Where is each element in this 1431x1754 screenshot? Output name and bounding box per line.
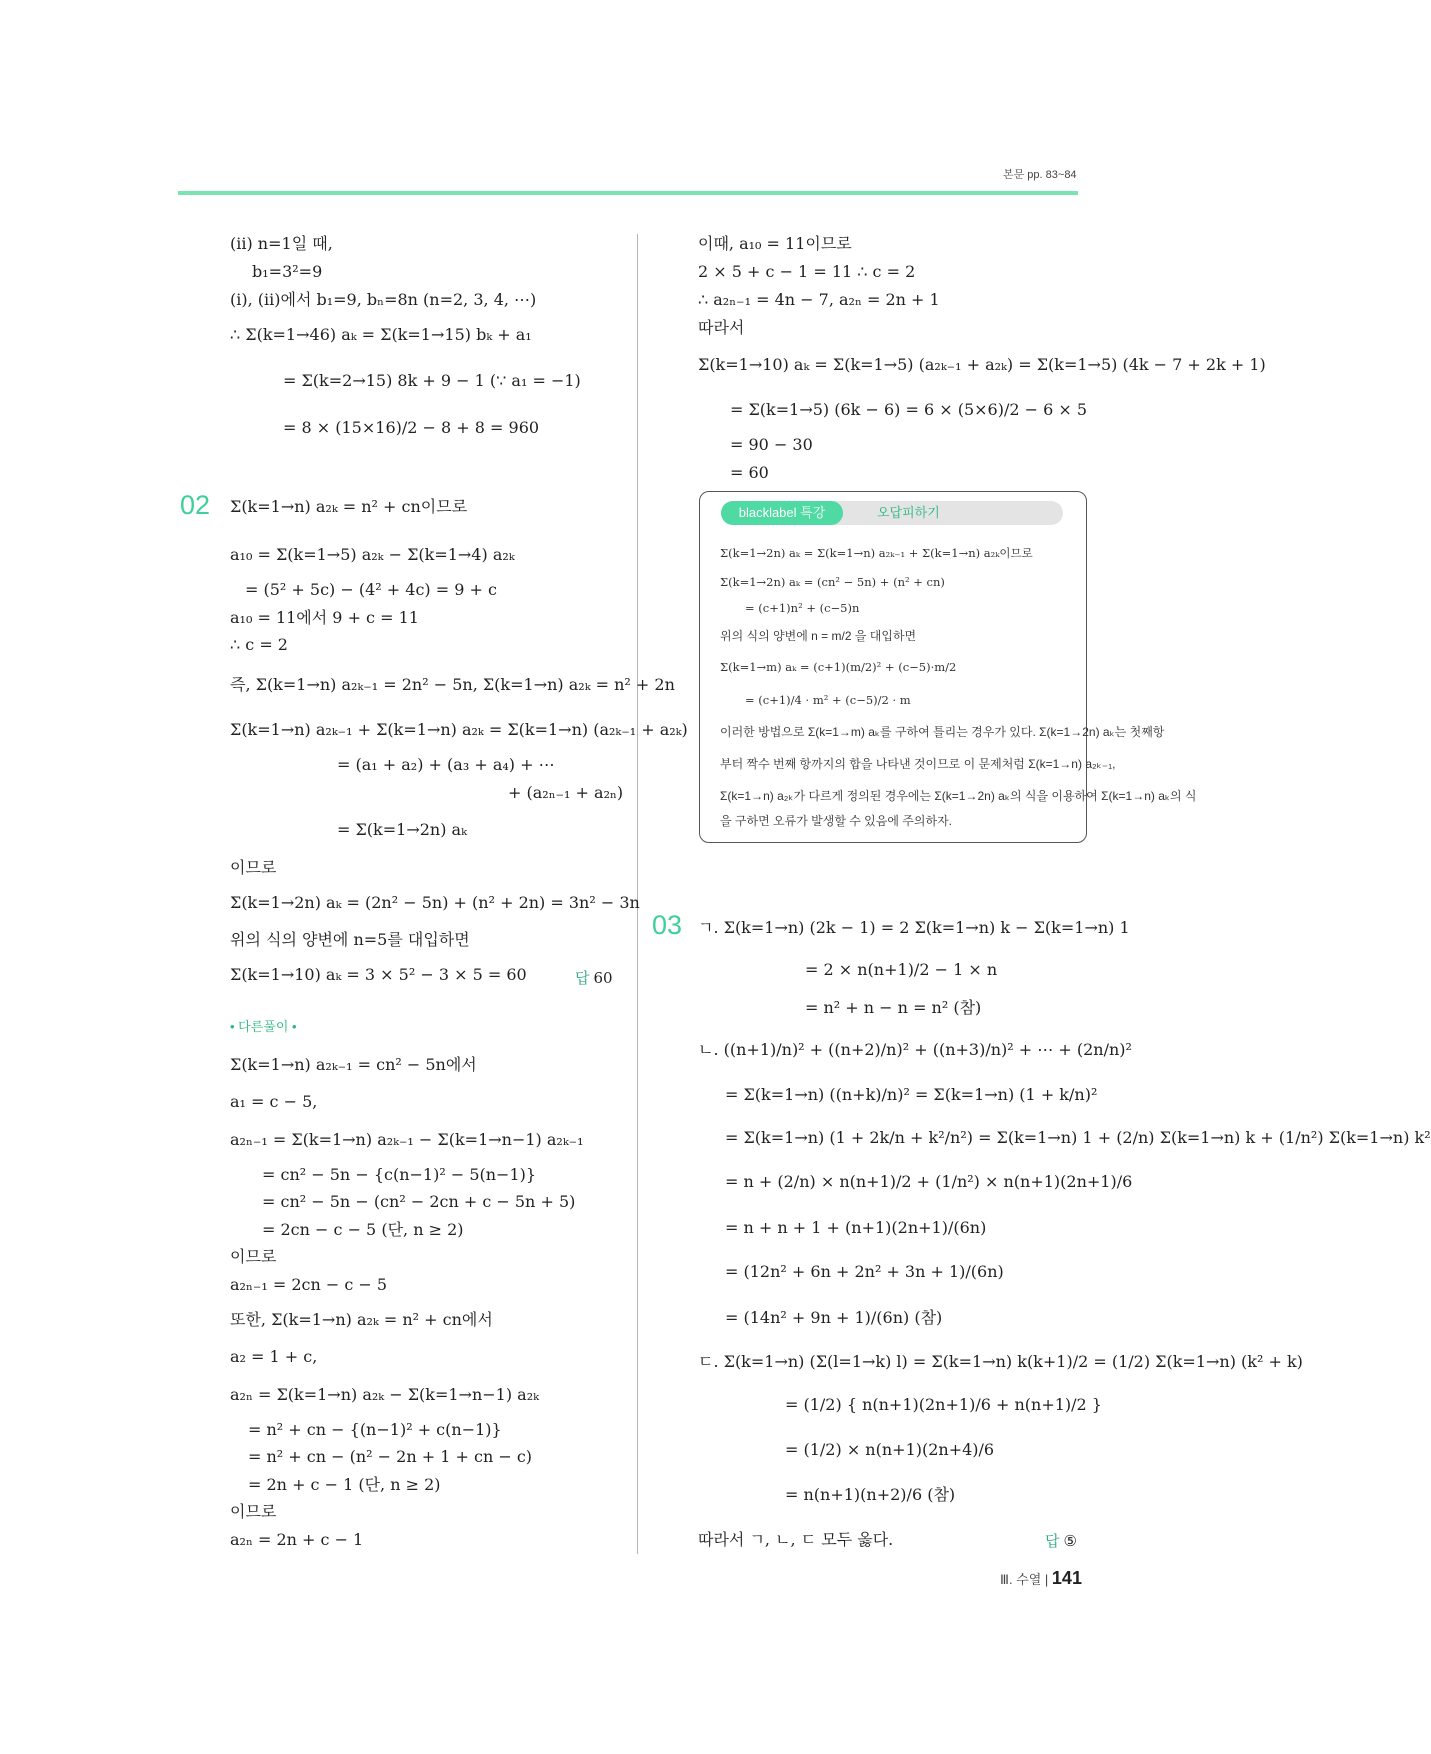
text-line: a₁₀ = Σ(k=1→5) a₂ₖ − Σ(k=1→4) a₂ₖ (230, 545, 515, 564)
text-line: = cn² − 5n − {c(n−1)² − 5(n−1)} (262, 1165, 537, 1184)
answer-label: 답 (1045, 1533, 1060, 1550)
tip-line: 위의 식의 양변에 n = m/2 을 대입하면 (720, 629, 917, 643)
text-line: = (a₁ + a₂) + (a₃ + a₄) + ⋯ (337, 755, 555, 774)
text-line: a₂ₙ₋₁ = Σ(k=1→n) a₂ₖ₋₁ − Σ(k=1→n−1) a₂ₖ₋₁ (230, 1130, 584, 1149)
text-line: ㄱ. Σ(k=1→n) (2k − 1) = 2 Σ(k=1→n) k − Σ(k=1→n) 1 (698, 918, 1130, 937)
text-line: b₁=3²=9 (252, 262, 323, 281)
text-line: = n² + n − n = n² (참) (805, 998, 982, 1017)
text-line: = Σ(k=1→n) (1 + 2k/n + k²/n²) = Σ(k=1→n) 1 + (2/n) Σ(k=1→n) k + (1/n²) Σ(k=1→n) k² (725, 1128, 1431, 1147)
tip-line: Σ(k=1→2n) aₖ = (cn² − 5n) + (n² + cn) (720, 575, 945, 589)
text-line: = (12n² + 6n + 2n² + 3n + 1)/(6n) (725, 1262, 1004, 1281)
text-line: a₁₀ = 11에서 9 + c = 11 (230, 608, 419, 627)
text-line: 따라서 (698, 318, 745, 337)
text-line: a₂ₙ = Σ(k=1→n) a₂ₖ − Σ(k=1→n−1) a₂ₖ (230, 1385, 539, 1404)
problem-number: 02 (180, 490, 211, 520)
tip-line: Σ(k=1→n) a₂ₖ가 다르게 정의된 경우에는 Σ(k=1→2n) aₖ의 식을 이용하여 Σ(k=1→n) aₖ의 식 (720, 789, 1197, 803)
text-line: = 2cn − c − 5 (단, n ≥ 2) (262, 1220, 464, 1239)
text-line: = Σ(k=1→2n) aₖ (337, 820, 467, 839)
tip-line: 부터 짝수 번째 항까지의 합을 나타낸 것이므로 이 문제처럼 Σ(k=1→n) a₂ₖ₋₁, (720, 757, 1116, 771)
text-line: = (5² + 5c) − (4² + 4c) = 9 + c (245, 580, 497, 599)
tip-line: 을 구하면 오류가 발생할 수 있음에 주의하자. (720, 814, 952, 828)
tip-line: Σ(k=1→m) aₖ = (c+1)(m/2)² + (c−5)·m/2 (720, 660, 957, 674)
text-line: 이때, a₁₀ = 11이므로 (698, 234, 852, 253)
answer-03 (1045, 1530, 1077, 1551)
problem-number: 03 (652, 910, 683, 940)
text-line: = Σ(k=2→15) 8k + 9 − 1 (∵ a₁ = −1) (283, 371, 581, 390)
text-line: = Σ(k=1→5) (6k − 6) = 6 × (5×6)/2 − 6 × 5 (730, 400, 1088, 419)
text-line: ㄷ. Σ(k=1→n) (Σ(l=1→k) l) = Σ(k=1→n) k(k+1)/2 = (1/2) Σ(k=1→n) (k² + k) (698, 1352, 1303, 1371)
text-line: = Σ(k=1→n) ((n+k)/n)² = Σ(k=1→n) (1 + k/n)² (725, 1085, 1098, 1104)
text-line: = n² + cn − (n² − 2n + 1 + cn − c) (248, 1447, 533, 1466)
text-line: 즉, Σ(k=1→n) a₂ₖ₋₁ = 2n² − 5n, Σ(k=1→n) a₂ₖ = n² + 2n (230, 675, 675, 694)
tip-tab-blacklabel: blacklabel 특강 (721, 501, 843, 525)
text-line: (ii) n=1일 때, (230, 234, 333, 253)
text-line: Σ(k=1→n) a₂ₖ₋₁ = cn² − 5n에서 (230, 1055, 477, 1074)
text-line: Σ(k=1→n) a₂ₖ = n² + cn이므로 (230, 497, 468, 516)
text-line: 또한, Σ(k=1→n) a₂ₖ = n² + cn에서 (230, 1310, 493, 1329)
text-line: a₂ = 1 + c, (230, 1347, 318, 1366)
text-line: Σ(k=1→10) aₖ = 3 × 5² − 3 × 5 = 60 (230, 965, 527, 984)
text-line: 따라서 ㄱ, ㄴ, ㄷ 모두 옳다. (698, 1530, 894, 1549)
text-line: = cn² − 5n − (cn² − 2cn + c − 5n + 5) (262, 1192, 576, 1211)
chapter-label: Ⅲ. 수열 (1000, 1572, 1042, 1587)
text-line: (i), (ii)에서 b₁=9, bₙ=8n (n=2, 3, 4, ⋯) (230, 290, 537, 309)
tip-line: Σ(k=1→2n) aₖ = Σ(k=1→n) a₂ₖ₋₁ + Σ(k=1→n) a₂ₖ이므로 (720, 546, 1033, 560)
text-line: = 2n + c − 1 (단, n ≥ 2) (248, 1475, 441, 1494)
answer-value: 60 (593, 969, 613, 987)
text-line: = n + (2/n) × n(n+1)/2 + (1/n²) × n(n+1)(2n+1)/6 (725, 1172, 1133, 1191)
tip-tab-mistakes: 오답피하기 (877, 505, 940, 520)
page-footer: Ⅲ. 수열 | 141 (1000, 1568, 1082, 1588)
text-line: a₂ₙ₋₁ = 2cn − c − 5 (230, 1275, 388, 1294)
text-line: = 8 × (15×16)/2 − 8 + 8 = 960 (283, 418, 540, 437)
text-line: a₂ₙ = 2n + c − 1 (230, 1530, 364, 1549)
text-line: Σ(k=1→n) a₂ₖ₋₁ + Σ(k=1→n) a₂ₖ = Σ(k=1→n) (a₂ₖ₋₁ + a₂ₖ) (230, 720, 688, 739)
text-line: 이므로 (230, 1247, 277, 1266)
text-line: Σ(k=1→2n) aₖ = (2n² − 5n) + (n² + 2n) = 3n² − 3n (230, 893, 640, 912)
text-line: = n + n + 1 + (n+1)(2n+1)/(6n) (725, 1218, 987, 1237)
header-rule (178, 191, 1078, 195)
text-line: ∴ c = 2 (230, 635, 288, 654)
text-line: = (1/2) { n(n+1)(2n+1)/6 + n(n+1)/2 } (785, 1395, 1102, 1414)
text-line: a₁ = c − 5, (230, 1092, 318, 1111)
tip-line: = (c+1)/4 · m² + (c−5)/2 · m (745, 693, 911, 707)
text-line: 이므로 (230, 858, 277, 877)
text-line: + (a₂ₙ₋₁ + a₂ₙ) (508, 783, 624, 802)
text-line: Σ(k=1→10) aₖ = Σ(k=1→5) (a₂ₖ₋₁ + a₂ₖ) = Σ(k=1→5) (4k − 7 + 2k + 1) (698, 355, 1266, 374)
tip-line: = (c+1)n² + (c−5)n (745, 601, 860, 615)
text-line: 이므로 (230, 1502, 277, 1521)
text-line: = (14n² + 9n + 1)/(6n) (참) (725, 1308, 943, 1327)
text-line: = n(n+1)(n+2)/6 (참) (785, 1485, 956, 1504)
text-line: ∴ Σ(k=1→46) aₖ = Σ(k=1→15) bₖ + a₁ (230, 325, 532, 344)
answer-value: ⑤ (1063, 1532, 1077, 1550)
text-line: ㄴ. ((n+1)/n)² + ((n+2)/n)² + ((n+3)/n)² + ⋯ + (2n/n)² (698, 1040, 1132, 1059)
text-line: = 60 (730, 463, 769, 482)
page-number: 141 (1051, 1568, 1082, 1588)
page-reference: 본문 pp. 83~84 (1003, 169, 1077, 181)
text-line: 2 × 5 + c − 1 = 11 ∴ c = 2 (698, 262, 916, 281)
text-line: 위의 식의 양변에 n=5를 대입하면 (230, 930, 470, 949)
text-line: = (1/2) × n(n+1)(2n+4)/6 (785, 1440, 995, 1459)
answer-label: 답 (575, 970, 590, 987)
text-line: = 2 × n(n+1)/2 − 1 × n (805, 960, 998, 979)
alt-solution-label: • 다른풀이 • (230, 1019, 297, 1034)
tip-line: 이러한 방법으로 Σ(k=1→m) aₖ를 구하여 틀리는 경우가 있다. Σ(k=1→2n) aₖ는 첫째항 (720, 725, 1165, 739)
text-line: ∴ a₂ₙ₋₁ = 4n − 7, a₂ₙ = 2n + 1 (698, 290, 940, 309)
text-line: = n² + cn − {(n−1)² + c(n−1)} (248, 1420, 502, 1439)
answer-02 (575, 967, 613, 988)
text-line: = 90 − 30 (730, 435, 813, 454)
